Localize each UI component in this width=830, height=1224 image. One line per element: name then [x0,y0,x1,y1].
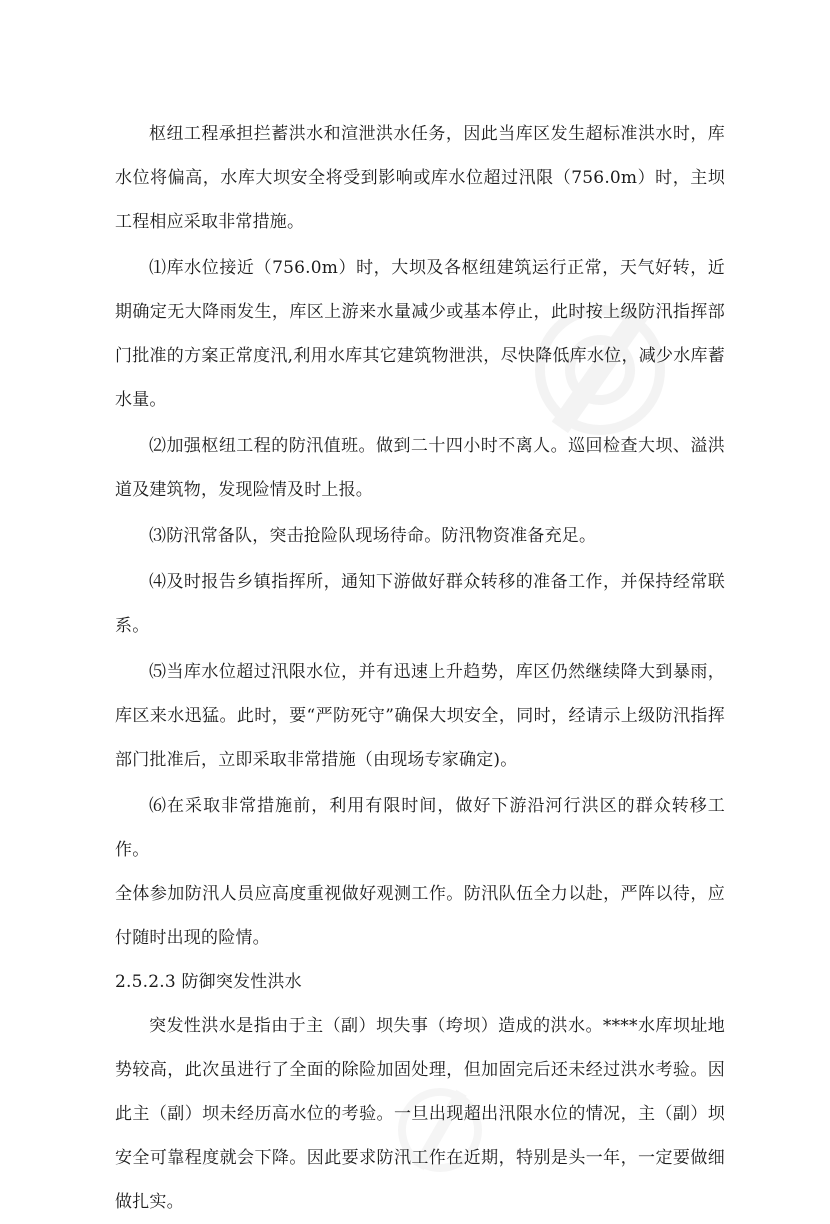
paragraph-item-6: ⑹在采取非常措施前，利用有限时间，做好下游沿河行洪区的群众转移工作。 [115,796,725,860]
paragraph-item-3: ⑶防汛常备队，突击抢险队现场待命。防汛物资准备充足。 [149,526,597,546]
paragraph-item-5: ⑸当库水位超过汛限水位，并有迅速上升趋势，库区仍然继续降大到暴雨，库区来水迅猛。此时，要“严防死守”确保大坝安全，同时，经请示上级防汛指挥部门批准后，立即采取非常措施（由现场专家确定)。 [115,662,725,770]
section-heading: 2.5.2.3 防御突发性洪水 [115,972,302,992]
document-body [115,112,725,1224]
paragraph-item-2: ⑵加强枢纽工程的防汛值班。做到二十四小时不离人。巡回检查大坝、溢洪道及建筑物，发现险情及时上报。 [115,436,725,500]
paragraph-continuation: 全体参加防汛人员应高度重视做好观测工作。防汛队伍全力以赴，严阵以待，应付随时出现的险情。 [115,884,725,948]
section-paragraph: 突发性洪水是指由于主（副）坝失事（垮坝）造成的洪水。****水库坝址地势较高，此次虽进行了全面的除险加固处理，但加固完后还未经过洪水考验。因此主（副）坝未经历高水位的考验。一旦出现超出汛限水位的情况，主（副）坝安全可靠程度就会下降。因此要求防汛工作在近期，特别是头一年，一定要做细做扎实。 [115,1016,725,1212]
paragraph-item-1: ⑴库水位接近（756.0m）时，大坝及各枢纽建筑运行正常，天气好转，近期确定无大降雨发生，库区上游来水量减少或基本停止，此时按上级防汛指挥部门批准的方案正常度汛,利用水库其它建筑物泄洪，尽快降低库水位，减少水库蓄水量。 [115,258,725,410]
paragraph-item-4: ⑷及时报告乡镇指挥所，通知下游做好群众转移的准备工作，并保持经常联系。 [115,572,725,636]
paragraph-intro: 枢纽工程承担拦蓄洪水和渲泄洪水任务，因此当库区发生超标准洪水时，库水位将偏高，水库大坝安全将受到影响或库水位超过汛限（756.0m）时，主坝工程相应采取非常措施。 [115,124,725,232]
